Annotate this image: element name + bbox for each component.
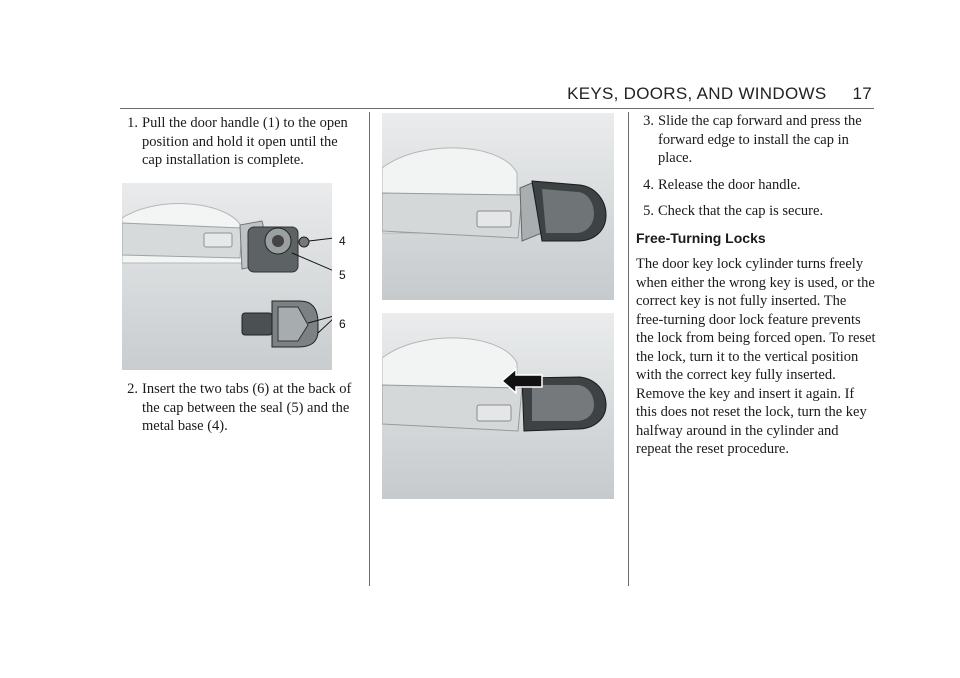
callout-6: 6	[339, 317, 346, 331]
callout-4: 4	[339, 234, 346, 248]
body-paragraph: The door key lock cylinder turns freely when either the wrong key is used, or the correct key is not fully inserted. The free-turning door lock feature prevents the lock from being forced open. To reset the lock, turn it to the vertical position with the correct key fully inserted. Remove the key and insert it again. If this does not reset the lock, turn the key halfway around in the cylinder and repeat the reset procedure.	[636, 256, 876, 457]
callout-5: 5	[339, 268, 346, 282]
column-divider-left	[369, 112, 370, 586]
instruction-step-5: 5. Check that the cap is secure.	[643, 203, 824, 219]
page-header	[567, 84, 872, 104]
figure-cap-sliding	[382, 113, 614, 300]
header-rule	[120, 108, 874, 109]
column-one-top	[120, 114, 360, 178]
instruction-step-3: 3. Slide the cap forward and press the forward edge to install the cap in place.	[643, 113, 862, 166]
column-divider-right	[628, 112, 629, 586]
figure-cap-installed	[382, 313, 614, 499]
section-heading: Free-Turning Locks	[636, 229, 766, 246]
figure-cap-removed	[122, 183, 332, 370]
column-one-bottom	[120, 380, 360, 444]
door-handle-illustration	[122, 183, 332, 370]
instruction-step-1: 1. Pull the door handle (1) to the open position and hold it open until the cap installation is complete.	[127, 115, 348, 168]
cap-installed-illustration	[382, 313, 614, 499]
instruction-step-2: 2. Insert the two tabs (6) at the back of the cap between the seal (5) and the metal base (4).	[127, 381, 352, 434]
section-title: KEYS, DOORS, AND WINDOWS	[567, 84, 827, 103]
figure-callouts	[332, 225, 362, 335]
page-number: 17	[852, 84, 872, 103]
cap-sliding-illustration	[382, 113, 614, 300]
instruction-step-4: 4. Release the door handle.	[643, 176, 801, 193]
column-three	[636, 112, 876, 459]
